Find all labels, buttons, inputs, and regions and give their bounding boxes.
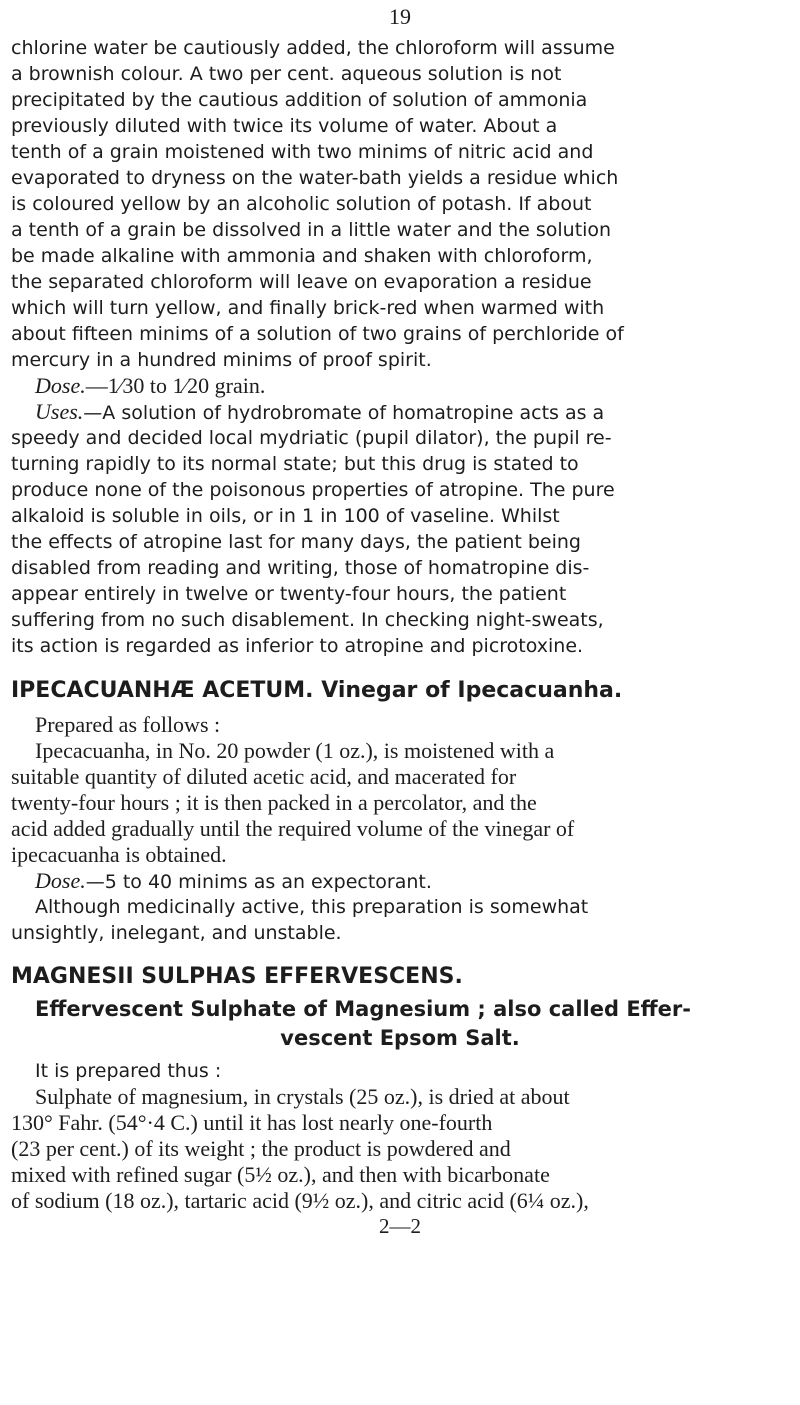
uses-line: [35, 399, 604, 426]
signature-mark: 2—2: [379, 1214, 421, 1238]
dose-line: [35, 868, 432, 895]
text-line: which will turn yellow, and finally brick-red when warmed with: [11, 297, 605, 319]
entry-heading: IPECACUANHÆ ACETUM. Vinegar of Ipecacuanha.: [11, 678, 623, 703]
text-line: Although medicinally active, this preparation is somewhat: [35, 896, 589, 918]
text-line: 130° Fahr. (54°·4 C.) until it has lost nearly one-fourth: [11, 1110, 493, 1135]
text-line: Prepared as follows :: [35, 712, 221, 737]
text-line: of sodium (18 oz.), tartaric acid (9½ oz.), and citric acid (6¼ oz.),: [11, 1188, 589, 1213]
text-line: Sulphate of magnesium, in crystals (25 oz.), is dried at about: [35, 1084, 570, 1109]
text-line: mixed with refined sugar (5½ oz.), and then with bicarbonate: [11, 1162, 550, 1187]
entry-subheading: Effervescent Sulphate of Magnesium ; also called Effer-: [35, 997, 691, 1021]
text-line: produce none of the poisonous properties of atropine. The pure: [11, 479, 615, 501]
text-line: (23 per cent.) of its weight ; the product is powdered and: [11, 1136, 511, 1161]
text-line: a tenth of a grain be dissolved in a little water and the solution: [11, 219, 612, 241]
dose-text: —5 to 40 minims as an expectorant.: [85, 871, 432, 893]
dose-label: Dose.: [35, 868, 86, 893]
text-line: turning rapidly to its normal state; but this drug is stated to: [11, 453, 579, 475]
text-line: about fifteen minims of a solution of two grains of perchloride of: [11, 323, 624, 345]
text-line: Ipecacuanha, in No. 20 powder (1 oz.), is moistened with a: [35, 738, 555, 763]
dose-text: —1⁄30 to 1⁄20 grain.: [85, 373, 266, 398]
text-line: evaporated to dryness on the water-bath yields a residue which: [11, 167, 619, 189]
entry-heading: MAGNESII SULPHAS EFFERVESCENS.: [11, 964, 463, 989]
text-line: ipecacuanha is obtained.: [11, 842, 227, 867]
text-line: acid added gradually until the required volume of the vinegar of: [11, 816, 575, 841]
text-line: its action is regarded as inferior to atropine and picrotoxine.: [11, 635, 584, 657]
dose-label: Dose.: [35, 373, 86, 398]
text-line: speedy and decided local mydriatic (pupil dilator), the pupil re-: [11, 427, 612, 449]
text-line: suitable quantity of diluted acetic acid, and macerated for: [11, 764, 517, 789]
text-line: the effects of atropine last for many days, the patient being: [11, 531, 581, 553]
text-line: alkaloid is soluble in oils, or in 1 in 100 of vaseline. Whilst: [11, 505, 560, 527]
text-line: tenth of a grain moistened with two minims of nitric acid and: [11, 141, 594, 163]
text-line: precipitated by the cautious addition of solution of ammonia: [11, 89, 588, 111]
dose-line: [35, 373, 265, 399]
text-line: previously diluted with twice its volume of water. About a: [11, 115, 558, 137]
text-line: disabled from reading and writing, those of homatropine dis-: [11, 557, 590, 579]
text-line: unsightly, inelegant, and unstable.: [11, 922, 342, 944]
uses-label: Uses.: [35, 399, 84, 424]
text-line: be made alkaline with ammonia and shaken with chloroform,: [11, 245, 593, 267]
page-number: 19: [389, 4, 411, 29]
text-line: the separated chloroform will leave on evaporation a residue: [11, 271, 592, 293]
text-line: chlorine water be cautiously added, the chloroform will assume: [11, 37, 615, 59]
uses-text: —A solution of hydrobromate of homatropine acts as a: [83, 402, 605, 424]
text-line: suffering from no such disablement. In checking night-sweats,: [11, 609, 604, 631]
text-line: appear entirely in twelve or twenty-four hours, the patient: [11, 583, 567, 605]
text-line: It is prepared thus :: [35, 1060, 222, 1082]
text-line: twenty-four hours ; it is then packed in a percolator, and the: [11, 790, 537, 815]
text-line: mercury in a hundred minims of proof spirit.: [11, 349, 432, 371]
text-line: a brownish colour. A two per cent. aqueous solution is not: [11, 63, 562, 85]
entry-subheading: vescent Epsom Salt.: [280, 1026, 520, 1050]
text-line: is coloured yellow by an alcoholic solution of potash. If about: [11, 193, 592, 215]
